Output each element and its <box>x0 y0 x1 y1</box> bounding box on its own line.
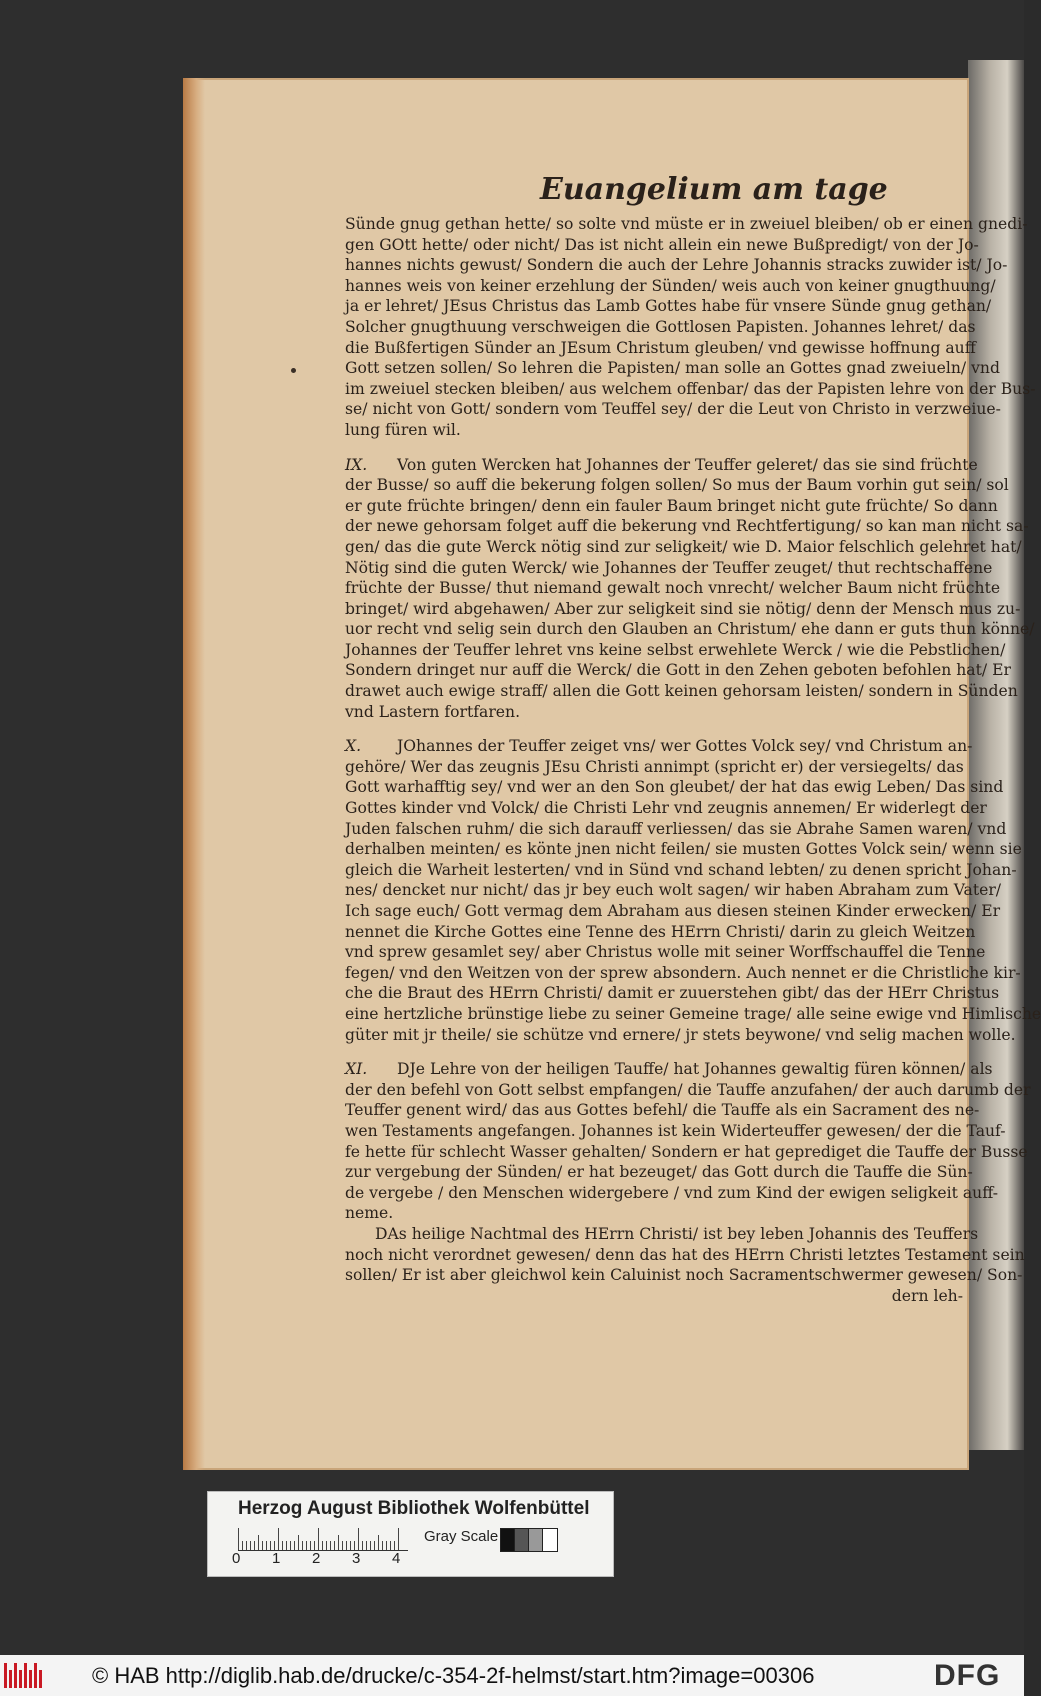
text-line <box>345 214 1028 235</box>
text-line <box>345 798 987 819</box>
ruler-tick <box>346 1541 347 1550</box>
logo-bar <box>4 1663 7 1688</box>
line-text: früchte der Busse/ thut niemand gewalt noch vnrecht/ welcher Baum nicht früchte <box>345 579 1001 598</box>
ruler-tick <box>354 1541 355 1550</box>
ruler-tick <box>302 1541 303 1550</box>
ruler-tick <box>258 1535 259 1550</box>
line-text: der Busse/ so auff die bekerung folgen sollen/ So mus der Baum vorhin gut sein/ sol <box>345 476 1009 495</box>
line-text: DJe Lehre von der heiligen Tauffe/ hat Johannes gewaltig füren können/ als <box>397 1060 993 1079</box>
line-text: der den befehl von Gott selbst empfangen/ die Tauffe anzufahen/ der auch darumb der <box>345 1080 1031 1099</box>
ruler-tick <box>238 1528 239 1550</box>
ruler-number: 3 <box>352 1550 361 1567</box>
text-line <box>345 1059 993 1080</box>
ruler-tick <box>358 1528 359 1550</box>
text-line <box>345 1183 998 1204</box>
text-line <box>345 681 1018 702</box>
text-line <box>345 1004 1041 1025</box>
ruler-tick <box>318 1528 319 1550</box>
line-text: Ich sage euch/ Gott vermag dem Abraham aus diesen steinen Kinder erwecken/ Er <box>345 902 1001 920</box>
text-line <box>345 255 1008 276</box>
text-line <box>345 736 973 757</box>
ruler-tick <box>266 1541 267 1550</box>
ruler-tick <box>270 1541 271 1550</box>
catchword: dern leh- <box>891 1286 963 1305</box>
text-line <box>345 860 1017 881</box>
paragraph <box>345 736 1041 1045</box>
text-line <box>345 757 963 778</box>
ruler-number: 0 <box>232 1550 241 1567</box>
line-text: Teuffer genent wird/ das aus Gottes befehl/ die Tauffe als ein Sacrament des ne- <box>345 1101 980 1120</box>
ruler-tick <box>294 1541 295 1550</box>
ruler-number: 2 <box>312 1550 321 1567</box>
ruler-scale <box>238 1526 408 1551</box>
text-line <box>345 660 1011 681</box>
line-text: che die Braut des HErrn Christi/ damit er zuuerstehen gibt/ das der HErr Christus <box>345 984 1000 1003</box>
ruler-tick <box>262 1541 263 1550</box>
text-line <box>345 922 976 943</box>
text-line <box>345 1142 1028 1163</box>
line-text: fe hette für schlecht Wasser gehalten/ Sondern er hat geprediget die Tauffe der Busse <box>345 1142 1028 1161</box>
line-text: wen Testaments angefangen. Johannes ist kein Widerteuffer gewesen/ der die Tauf- <box>345 1121 1006 1140</box>
running-head: Euangelium am tage <box>540 172 888 207</box>
section-numeral: IX. <box>345 455 368 474</box>
text-line <box>345 1025 1016 1046</box>
section-numeral: XI. <box>345 1060 368 1079</box>
text-line <box>345 358 1000 379</box>
ruler-tick <box>386 1541 387 1550</box>
ruler-tick <box>314 1541 315 1550</box>
text-line <box>345 1245 1025 1266</box>
text-line <box>345 1224 979 1245</box>
text-line <box>345 901 1001 922</box>
color-target-title: Herzog August Bibliothek Wolfenbüttel <box>238 1498 590 1519</box>
ruler-tick <box>278 1528 279 1550</box>
ruler-tick <box>338 1535 339 1550</box>
ruler-number: 1 <box>272 1550 281 1567</box>
text-line <box>345 1080 1031 1101</box>
paragraph <box>345 1224 1025 1286</box>
line-text: vnd Lastern fortfaren. <box>345 702 521 721</box>
ruler-numbers <box>232 1550 422 1570</box>
text-line <box>345 1203 963 1224</box>
footer-bar <box>0 1655 1024 1696</box>
text-line <box>345 1162 973 1183</box>
line-text: gehöre/ Wer das zeugnis JEsu Christi annimpt (spricht er) der versiegelts/ das <box>345 757 964 776</box>
line-text: Johannes der Teuffer lehret vns keine selbst erwehlete Werck / wie die Pebstlichen/ <box>345 640 1006 659</box>
hab-logo-icon <box>4 1663 44 1688</box>
ruler-tick <box>322 1541 323 1550</box>
text-line <box>345 839 1022 860</box>
text-line <box>345 235 979 256</box>
line-text: er gute früchte bringen/ denn ein fauler Baum bringet nicht gute früchte/ So dann <box>345 496 998 515</box>
text-line <box>345 619 1035 640</box>
text-line <box>345 516 1029 537</box>
line-text: bringet/ wird abgehawen/ Aber zur seligkeit sind sie nötig/ denn der Mensch mus zu- <box>345 599 1021 618</box>
ruler-tick <box>286 1541 287 1550</box>
ruler-number: 4 <box>392 1550 401 1567</box>
page-binding-edge <box>183 78 205 1470</box>
text-line <box>345 296 992 317</box>
line-text: zur vergebung der Sünden/ er hat bezeuget/ das Gott durch die Tauffe die Sün- <box>345 1163 973 1182</box>
text-line <box>345 558 993 579</box>
line-text: nes/ dencket nur nicht/ das jr bey euch wolt sagen/ wir haben Abraham zum Vater/ <box>345 881 1002 900</box>
line-text: Sünde gnug gethan hette/ so solte vnd müste er in zweiuel bleiben/ ob er einen gnedi- <box>345 215 1028 233</box>
paragraph <box>345 1059 1031 1224</box>
footer-source-link[interactable]: © HAB http://diglib.hab.de/drucke/c-354-2f-helmst/start.htm?image=00306 <box>92 1663 815 1688</box>
line-text: se/ nicht von Gott/ sondern vom Teuffel sey/ der die Leut von Christo in verzweiue- <box>345 400 1001 419</box>
text-line <box>345 599 1021 620</box>
text-line <box>345 640 1006 661</box>
ruler-tick <box>390 1541 391 1550</box>
line-text: gleich die Warheit lesterten/ vnd in Sünd vnd schand lebten/ zu denen spricht Johan- <box>345 860 1017 879</box>
line-text: gen/ das die gute Werck nötig sind zur seligkeit/ wie D. Maior felschlich gelehret hat/ <box>345 537 1022 556</box>
logo-bar <box>29 1670 32 1688</box>
text-line <box>345 379 1036 400</box>
text-line <box>345 455 978 476</box>
text-line <box>345 338 976 359</box>
line-text: Gott warhafftig sey/ vnd wer an den Son gleubet/ der hat das ewig Leben/ Das sind <box>345 778 1004 797</box>
gray-swatch <box>542 1528 558 1552</box>
gray-scale-label: Gray Scale <box>424 1528 499 1545</box>
text-line <box>345 496 998 517</box>
ruler-tick <box>362 1541 363 1550</box>
text-line <box>345 317 976 338</box>
ruler-tick <box>290 1541 291 1550</box>
line-text: JOhannes der Teuffer zeiget vns/ wer Gottes Volck sey/ vnd Christum an- <box>397 737 973 756</box>
ruler-tick <box>394 1541 395 1550</box>
line-text: im zweiuel stecken bleiben/ aus welchem offenbar/ das der Papisten lehre von der Bus- <box>345 379 1036 398</box>
paragraph <box>345 214 1036 441</box>
logo-bar <box>14 1663 17 1688</box>
ruler-tick <box>378 1535 379 1550</box>
paragraph <box>345 455 1035 723</box>
line-text: Von guten Wercken hat Johannes der Teuffer geleret/ das sie sind früchte <box>397 455 978 474</box>
text-line <box>345 777 1004 798</box>
ruler-tick <box>330 1541 331 1550</box>
line-text: die Bußfertigen Sünder an JEsum Christum gleuben/ vnd gewisse hoffnung auff <box>345 338 976 357</box>
text-line <box>345 942 986 963</box>
ruler-tick <box>326 1541 327 1550</box>
line-text: Gottes kinder vnd Volck/ die Christi Lehr vnd zeugnis annemen/ Er widerlegt der <box>345 799 987 818</box>
text-line <box>345 1265 1023 1286</box>
text-line <box>345 399 1001 420</box>
text-line <box>345 963 1021 984</box>
line-text: güter mit jr theile/ sie schütze vnd ernere/ jr stets beywone/ vnd selig machen wolle. <box>345 1025 1016 1044</box>
line-text: hannes weis von keiner erzehlung der Sünden/ weis auch von keiner gnugthuung/ <box>345 276 996 295</box>
logo-bar <box>34 1663 37 1688</box>
ruler-tick <box>398 1528 399 1550</box>
logo-bar <box>39 1670 42 1688</box>
line-text: drawet auch ewige straff/ allen die Gott keinen gehorsam leisten/ sondern in Sünden <box>345 682 1018 701</box>
line-text: de vergebe / den Menschen widergebere / vnd zum Kind der ewigen seligkeit auff- <box>345 1183 998 1202</box>
line-text: DAs heilige Nachtmal des HErrn Christi/ ist bey leben Johannis des Teuffers <box>375 1224 979 1243</box>
text-line <box>345 1121 1006 1142</box>
ruler-tick <box>274 1541 275 1550</box>
ruler-tick <box>282 1541 283 1550</box>
ink-spot <box>291 368 296 373</box>
line-text: neme. <box>345 1204 394 1223</box>
line-text: Gott setzen sollen/ So lehren die Papisten/ man solle an Gottes gnad zweiueln/ vnd <box>345 359 1000 378</box>
line-text: fegen/ vnd den Weitzen von der sprew absondern. Auch nennet er die Christliche kir- <box>345 963 1021 982</box>
line-text: Sondern dringet nur auff die Werck/ die Gott in den Zehen geboten befohlen hat/ Er <box>345 661 1011 680</box>
text-line <box>345 983 1000 1004</box>
text-line <box>345 819 1007 840</box>
ruler-tick <box>342 1541 343 1550</box>
text-line <box>345 578 1001 599</box>
ruler-tick <box>370 1541 371 1550</box>
line-text: sollen/ Er ist aber gleichwol kein Caluinist noch Sacramentschwermer gewesen/ Son- <box>345 1266 1023 1285</box>
ruler-tick <box>374 1541 375 1550</box>
line-text: eine hertzliche brünstige liebe zu seiner Gemeine trage/ alle seine ewige vnd Himlische <box>345 1004 1041 1023</box>
line-text: gen GOtt hette/ oder nicht/ Das ist nicht allein ein newe Bußpredigt/ von der Jo- <box>345 235 979 254</box>
line-text: nennet die Kirche Gottes eine Tenne des HErrn Christi/ darin zu gleich Weitzen <box>345 922 976 941</box>
line-text: der newe gehorsam folget auff die bekerung vnd Rechtfertigung/ so kan man nicht sa- <box>345 517 1029 536</box>
page-body-text <box>345 214 1041 1306</box>
logo-bar <box>19 1670 22 1688</box>
ruler-tick <box>382 1541 383 1550</box>
ruler-tick <box>250 1541 251 1550</box>
text-line <box>345 475 1009 496</box>
ruler-tick <box>254 1541 255 1550</box>
line-text: Juden falschen ruhm/ die sich darauff verliessen/ das sie Abrahe Samen waren/ vnd <box>345 819 1007 838</box>
line-text: Nötig sind die guten Werck/ wie Johannes der Teuffer zeuget/ thut rechtschaffene <box>345 558 993 577</box>
logo-bar <box>9 1670 12 1688</box>
text-line <box>345 1100 980 1121</box>
text-line <box>345 276 996 297</box>
line-text: Solcher gnugthuung verschweigen die Gottlosen Papisten. Johannes lehret/ das <box>345 317 976 336</box>
logo-bar <box>24 1663 27 1688</box>
line-text: ja er lehret/ JEsus Christus das Lamb Gottes habe für vnsere Sünde gnug gethan/ <box>345 297 992 316</box>
color-target-card <box>207 1491 614 1577</box>
dfg-logo: DFG <box>934 1659 1001 1692</box>
ruler-tick <box>246 1541 247 1550</box>
ruler-tick <box>306 1541 307 1550</box>
ruler-tick <box>334 1541 335 1550</box>
text-line <box>345 880 1002 901</box>
text-line <box>345 702 963 723</box>
line-text: lung füren wil. <box>345 420 461 439</box>
ruler-tick <box>350 1541 351 1550</box>
line-text: vnd sprew gesamlet sey/ aber Christus wolle mit seiner Worffschauffel die Tenne <box>345 943 986 962</box>
ruler-tick <box>242 1541 243 1550</box>
line-text: uor recht vnd selig sein durch den Glauben an Christum/ ehe dann er guts thun könne/ <box>345 620 1035 639</box>
section-numeral: X. <box>345 737 362 756</box>
ruler-tick <box>310 1541 311 1550</box>
line-text: hannes nichts gewust/ Sondern die auch der Lehre Johannis stracks zuwider ist/ Jo- <box>345 256 1008 275</box>
text-line <box>345 420 963 441</box>
ruler-tick <box>366 1541 367 1550</box>
text-line <box>345 537 1022 558</box>
line-text: noch nicht verordnet gewesen/ denn das hat des HErrn Christi letztes Testament sein <box>345 1245 1025 1264</box>
ruler-tick <box>298 1535 299 1550</box>
line-text: derhalben meinten/ es könte jnen nicht feilen/ sie musten Gottes Volck sein/ wenn sie <box>345 840 1022 859</box>
